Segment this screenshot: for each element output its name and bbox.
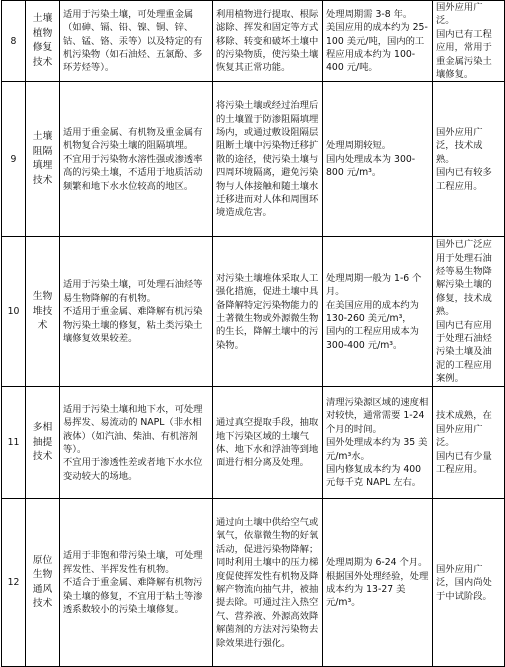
table-row: [2, 237, 505, 387]
technology-name: 生物 堆技 术: [32, 291, 53, 332]
technology-name: 土壤 阻隔 填埋 技术: [32, 131, 53, 186]
application-status-cell: 国外已广泛应用于处理石油烃等易生物降解污染土壤的修复，技术成熟。 国内已有应用于处理石油烃污染土壤及油泥的工程应用案例。: [436, 239, 492, 385]
table-row: [2, 1, 505, 82]
technology-name: 土壤 植物 修复 技术: [32, 13, 53, 68]
application-status-cell: 国外应用广泛，国内尚处于中试阶段。: [436, 563, 492, 602]
principle-cell: 通过向土壤中供给空气或氧气，依靠微生物的好氧活动，促进污染物降解；同时利用土壤中的压力梯度促使挥发性有机物及降解产物流向抽气井，被抽提去除。可通过注入热空气、营养液、外源高效降解菌剂的方法对污染物去除效果进行强化。: [216, 516, 319, 649]
application-status-cell: 国外应用广泛。 国内已有工程应用，常用于重金属污染土壤修复。: [436, 2, 492, 81]
cycle-cost-cell: 清理污染源区域的速度相对较快，通常需要 1-24 个月的时间。 国外处理成本约为 35 美元/m³水。 国内修复成本约为 400元每千克 NAPL 左右。: [326, 397, 429, 489]
principle-cell: 将污染土壤或经过治理后的土壤置于防渗阻隔填埋场内，或通过敷设阻隔层阻断土壤中污染物迁移扩散的途径，使污染土壤与四周环境隔离，避免污染物与人体接触和随土壤水迁移进而对人体和周围环境造成危害。: [216, 100, 319, 219]
application-status-cell: 国外应用广泛，技术成熟。 国内已有较多工程应用。: [436, 126, 492, 192]
applicability-cell: 适用于污染土壤，可处理石油烃等易生物降解的有机物。 不适用于重金属、难降解有机污染物污染土壤的修复，粘土类污染土壤修复效果较差。: [63, 279, 203, 345]
remediation-technology-table: [1, 0, 505, 667]
principle-cell: 对污染土壤堆体采取人工强化措施，促进土壤中具备降解特定污染物能力的土著微生物或外源微生物的生长，降解土壤中的污染物。: [216, 272, 319, 351]
applicability-cell: 适用于污染土壤，可处理重金属（如砷、镉、铅、镍、铜、锌、钴、锰、铬、汞等）以及特定的有机污染物（如石油烃、五氯酚、多环芳烃等）。: [63, 8, 203, 74]
table-row: [2, 499, 505, 667]
table-row: [2, 387, 505, 499]
row-number: 9: [2, 82, 26, 237]
application-status-cell: 技术成熟，在国外应用广泛。 国内已有少量工程应用。: [436, 410, 492, 476]
technology-name: 原位 生物 通风 技术: [32, 554, 53, 610]
cycle-cost-cell: 处理周期为 6-24 个月。 根据国外处理经验，处理成本约为 13-27 美元/m³。: [326, 557, 429, 609]
applicability-cell: 适用于重金属、有机物及重金属有机物复合污染土壤的阻隔填埋。 不宜用于污染物水溶性强或渗透率高的污染土壤，不适用于地质活动频繁和地下水水位较高的地区。: [63, 126, 203, 192]
technology-name: 多相 抽提 技术: [32, 422, 53, 463]
row-number: 10: [2, 237, 26, 387]
technology-table-page: [1, 0, 504, 666]
cycle-cost-cell: 处理周期需 3-8 年。 美国应用的成本约为 25-100 美元/吨，国内的工程应用成本约为 100-400 元/吨。: [326, 8, 428, 74]
principle-cell: 通过真空提取手段，抽取地下污染区域的土壤气体、地下水和浮油等到地面进行相分离及处理。: [216, 417, 319, 469]
applicability-cell: 适用于非饱和带污染土壤，可处理挥发性、半挥发性有机物。 不适合于重金属、难降解有机物污染土壤的修复，不宜用于粘土等渗透系数较小的污染土壤修复。: [63, 550, 203, 616]
principle-cell: 利用植物进行提取、根际滤除、挥发和固定等方式移除、转变和破坏土壤中的污染物质，使污染土壤恢复其正常功能。: [216, 8, 319, 74]
table-row: [2, 82, 505, 237]
row-number: 12: [2, 499, 26, 667]
cycle-cost-cell: 处理周期较短。 国内处理成本为 300-800 元/m³。: [326, 140, 416, 179]
row-number: 11: [2, 387, 26, 499]
row-number: 8: [2, 1, 26, 82]
applicability-cell: 适用于污染土壤和地下水，可处理易挥发、易流动的 NAPL（非水相液体）（如汽油、柴油、有机溶剂等）。 不宜用于渗透性差或者地下水水位变动较大的场地。: [63, 403, 203, 482]
cycle-cost-cell: 处理周期一般为 1-6 个月。 在美国应用的成本约为 130-260 美元/m³， 国内的工程应用成本为 300-400 元/m³。: [326, 272, 422, 351]
